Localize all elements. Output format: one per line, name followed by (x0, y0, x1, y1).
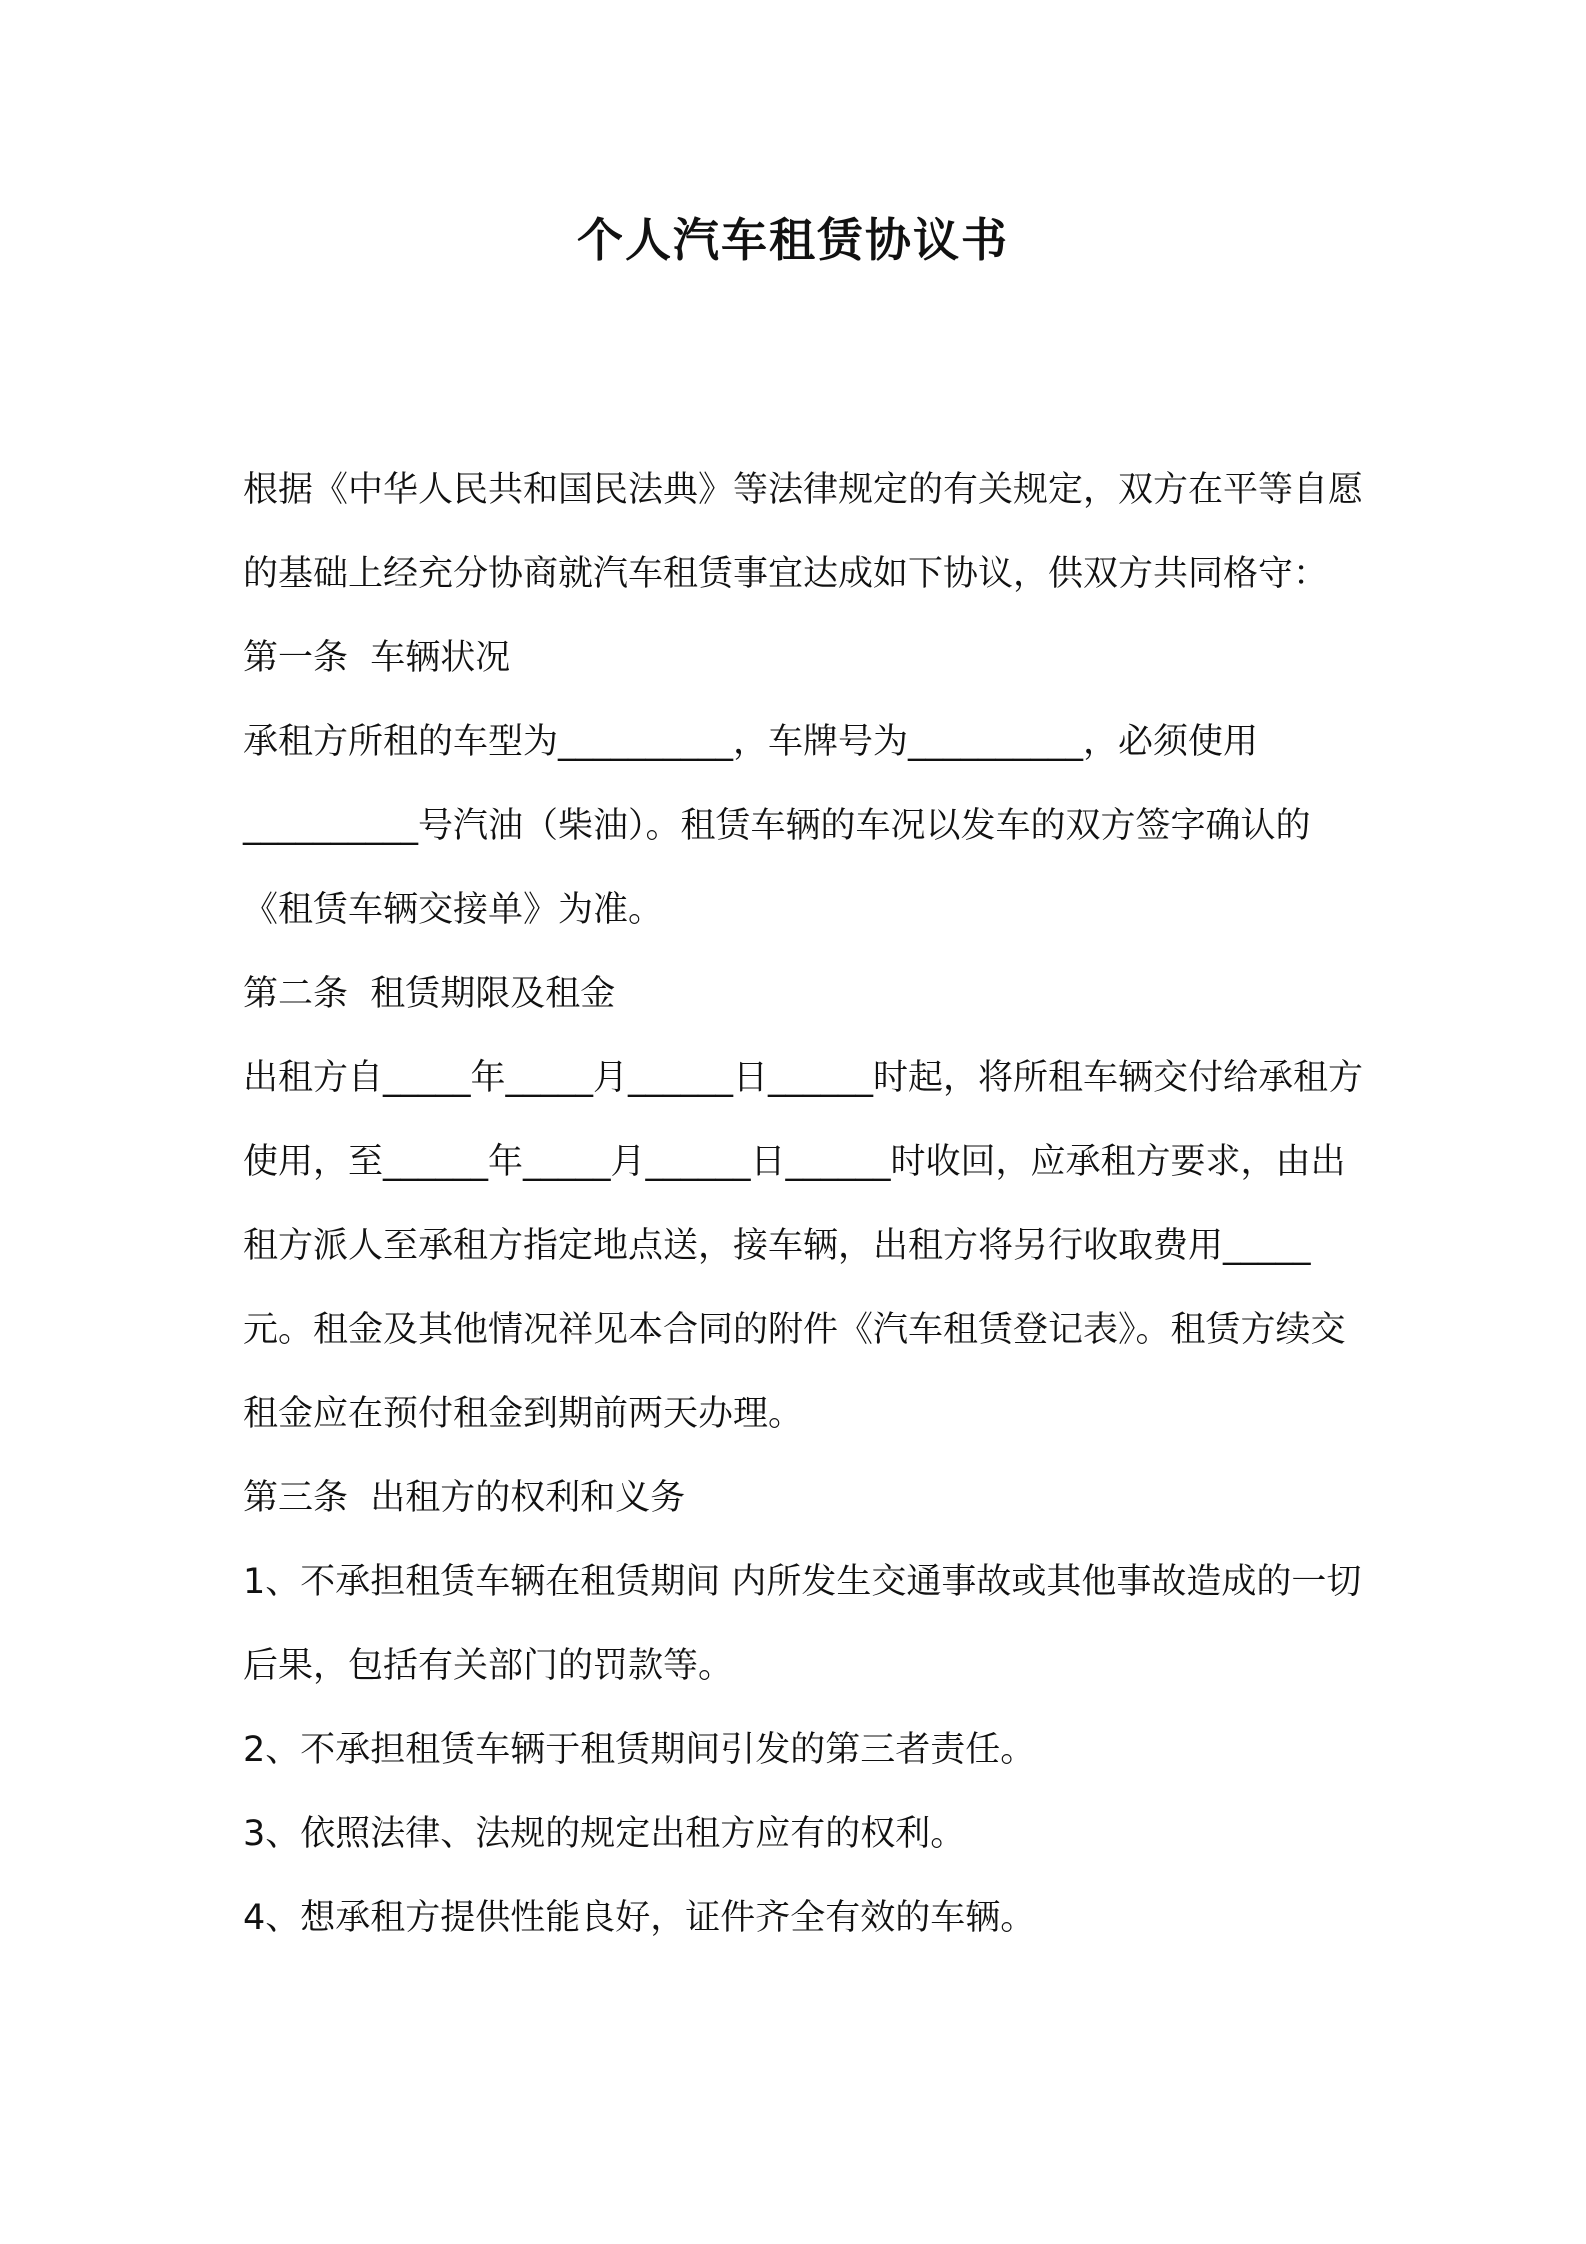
article-1-body: 承租方所租的车型为__________，车牌号为__________，必须使用__________号汽油（柴油）。租赁车辆的车况以发车的双方签字确认的《租赁车辆交接单》为准。 (243, 722, 1311, 930)
article-3-item-1: 1、不承担租赁车辆在租赁期间 内所发生交通事故或其他事故造成的一切后果，包括有关部门的罚款等。 (243, 1562, 1362, 1686)
article-2-heading: 第二条 租赁期限及租金 (243, 974, 616, 1014)
article-3-item-4: 4、想承租方提供性能良好，证件齐全有效的车辆。 (243, 1898, 1036, 1938)
article-3-item-3: 3、依照法律、法规的规定出租方应有的权利。 (243, 1814, 966, 1854)
article-1-heading: 第一条 车辆状况 (243, 638, 511, 678)
document-title: 个人汽车租赁协议书 (577, 213, 1009, 267)
document-body (243, 448, 1363, 1960)
article-3-item-2: 2、不承担租赁车辆于租赁期间引发的第三者责任。 (243, 1730, 1036, 1770)
article-2-body: 出租方自_____年_____月______日______时起，将所租车辆交付给承租方使用，至______年_____月______日______时收回，应承租方要求，由出租方派人至承租方指定地点送，接车辆，出租方将另行收取费用_____元。租金及其他情况祥见本合同的附件《汽车租赁登记表》。租赁方续交租金应在预付租金到期前两天办理。 (243, 1058, 1364, 1434)
intro-paragraph: 根据《中华人民共和国民法典》等法律规定的有关规定，双方在平等自愿的基础上经充分协商就汽车租赁事宜达成如下协议，供双方共同格守： (243, 470, 1364, 594)
article-3-heading: 第三条 出租方的权利和义务 (243, 1478, 686, 1518)
